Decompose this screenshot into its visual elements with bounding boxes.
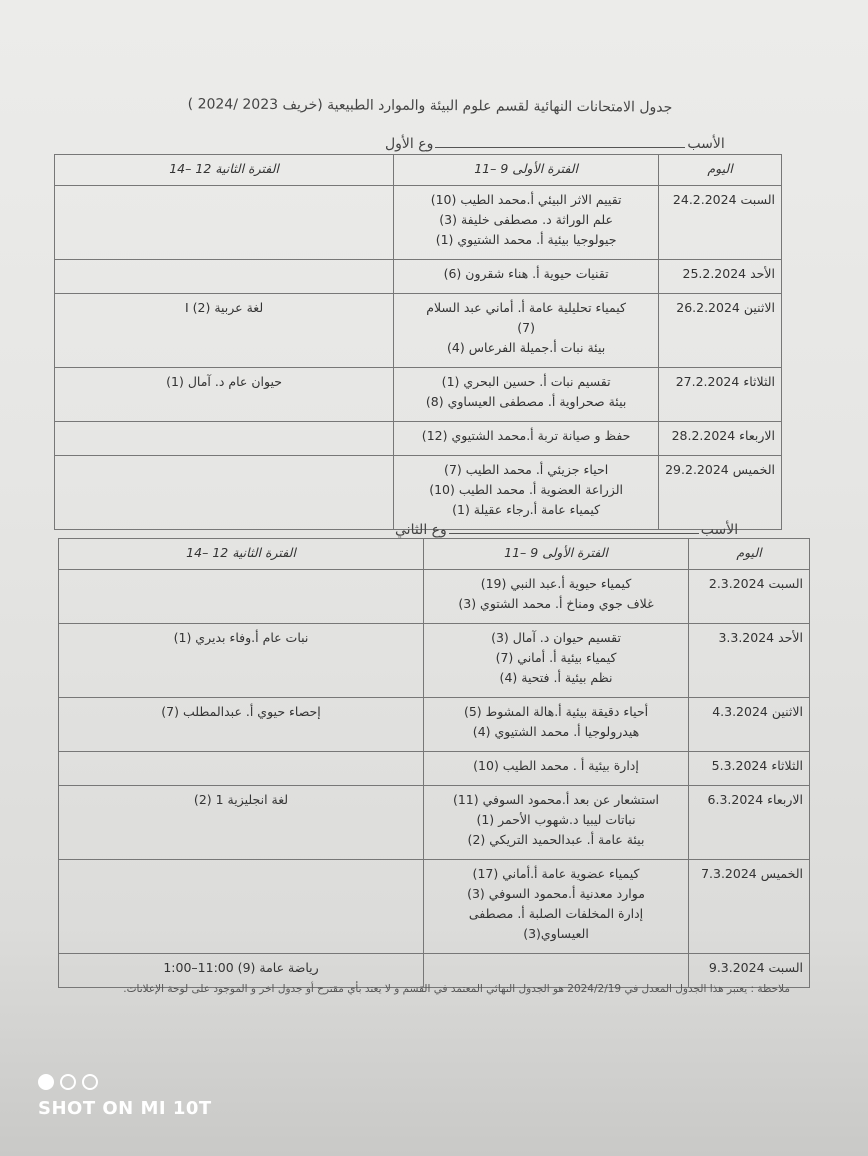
day-cell: الأحد 3.3.2024 xyxy=(689,624,810,698)
period1-cell xyxy=(394,186,659,260)
period1-cell xyxy=(424,786,689,860)
week-2-label xyxy=(395,522,738,538)
dot-icon xyxy=(82,1074,98,1090)
period2-cell xyxy=(55,260,394,294)
dot-icon xyxy=(38,1074,54,1090)
table-row xyxy=(59,752,810,786)
period1-cell xyxy=(424,752,689,786)
table-row xyxy=(55,294,782,368)
period1-cell xyxy=(394,260,659,294)
period1-cell xyxy=(394,368,659,422)
period2-cell xyxy=(55,368,394,422)
exam-entry: إدارة بيئية أ . محمد الطيب (10) xyxy=(473,758,639,773)
week-1-table xyxy=(54,154,782,530)
period2-cell xyxy=(59,570,424,624)
exam-entry: أحياء دقيقة بيئية أ.هالة المشوط (5) xyxy=(463,704,649,719)
week-label-start: الأسب xyxy=(700,522,739,538)
period2-cell xyxy=(55,456,394,530)
table-row xyxy=(55,422,782,456)
exam-entry: علم الوراثة د. مصطفى خليفة (3) xyxy=(439,212,613,227)
header-row xyxy=(55,155,782,186)
period2-cell xyxy=(59,860,424,954)
table-row xyxy=(59,860,810,954)
period1-cell xyxy=(394,422,659,456)
exam-entry: نظم بيئية أ. فتحية (4) xyxy=(499,670,613,685)
exam-entry: كيمياء تحليلية عامة أ. أماني عبد السلام xyxy=(426,300,626,315)
period1-cell xyxy=(424,570,689,624)
exam-entry: بيئة عامة أ. عبدالحميد التريكي (2) xyxy=(467,832,645,847)
exam-entry: كيمياء عامة أ.رجاء عقيلة (1) xyxy=(452,502,601,517)
exam-entry: كيمياء عضوية عامة أ.أماني (17) xyxy=(472,866,640,881)
watermark-dots xyxy=(38,1074,212,1090)
exam-entry: حفظ و صيانة تربة أ.محمد الشتيوي (12) xyxy=(421,428,631,443)
day-cell: الثلاثاء 5.3.2024 xyxy=(689,752,810,786)
exam-entry: موارد معدنية أ.محمود السوفي (3) xyxy=(467,886,645,901)
exam-entry: جيولوجيا بيئية أ. محمد الشتيوي (1) xyxy=(435,232,617,247)
exam-entry: الزراعة العضوية أ. محمد الطيب (10) xyxy=(429,482,623,497)
day-cell: الاثنين 4.3.2024 xyxy=(689,698,810,752)
exam-entry: لغة عربية I (2) xyxy=(184,300,264,315)
exam-entry: تقييم الاثر البيئي أ.محمد الطيب (10) xyxy=(430,192,622,207)
period2-cell xyxy=(55,422,394,456)
table-row xyxy=(59,698,810,752)
week-label-end: وع الأول xyxy=(385,136,434,152)
day-cell: الاربعاء 6.3.2024 xyxy=(689,786,810,860)
watermark-text: SHOT ON MI 10T xyxy=(38,1098,212,1119)
day-cell: الثلاثاء 27.2.2024 xyxy=(659,368,782,422)
day-cell: الخميس 29.2.2024 xyxy=(659,456,782,530)
day-cell: الخميس 7.3.2024 xyxy=(689,860,810,954)
exam-entry: حيوان عام د. آمال (1) xyxy=(166,374,282,389)
footnote: ملاحظة : يعتبر هذا الجدول المعدل في 2024/2/19 هو الجدول النهائي المعتمد في القسم و لا يعتد بأي مقترح أو جدول اخر و الموجود على لوحة الإعلانات. xyxy=(123,983,790,995)
exam-entry: استشعار عن بعد أ.محمود السوفي (11) xyxy=(452,792,660,807)
divider-line xyxy=(435,139,685,148)
day-cell: الأحد 25.2.2024 xyxy=(659,260,782,294)
exam-entry: كيمياء حيوية أ.عبد النبي (19) xyxy=(480,576,632,591)
exam-entry: بيئة صحراوية أ. مصطفى العيساوي (8) xyxy=(425,394,627,409)
exam-entry: نبات عام أ.وفاء بديري (1) xyxy=(173,630,309,645)
period1-cell xyxy=(424,624,689,698)
week-2-table xyxy=(58,538,810,988)
document-title: جدول الامتحانات النهائية لقسم علوم البيئة والموارد الطبيعية (خريف 2023 /2024 ) xyxy=(187,96,673,116)
exam-entry: تقنيات حيوية أ. هناء شقرون (6) xyxy=(443,266,609,281)
week-label-start: الأسب xyxy=(687,136,725,152)
period1-cell xyxy=(424,860,689,954)
period2-cell xyxy=(59,752,424,786)
exam-entry: إدارة المخلفات الصلبة أ. مصطفى xyxy=(468,906,644,921)
week-1-label xyxy=(385,136,725,152)
column-header-period2: الفترة الثانية 12 –14 xyxy=(55,155,394,186)
exam-entry: نباتات ليبيا د.شهوب الأحمر (1) xyxy=(476,812,636,827)
day-cell: السبت 2.3.2024 xyxy=(689,570,810,624)
day-cell: السبت 24.2.2024 xyxy=(659,186,782,260)
camera-watermark xyxy=(38,1074,212,1119)
exam-entry: تقسيم نبات أ. حسين البحري (1) xyxy=(441,374,611,389)
period2-cell xyxy=(59,786,424,860)
table-row xyxy=(55,456,782,530)
period1-cell xyxy=(424,698,689,752)
day-cell: الاربعاء 28.2.2024 xyxy=(659,422,782,456)
week-label-end: وع الثاني xyxy=(395,522,447,538)
period2-cell xyxy=(55,186,394,260)
period2-cell xyxy=(59,624,424,698)
exam-entry: إحصاء حيوي أ. عبدالمطلب (7) xyxy=(161,704,321,719)
table-row xyxy=(55,186,782,260)
period1-cell xyxy=(394,294,659,368)
period1-cell xyxy=(394,456,659,530)
dot-icon xyxy=(60,1074,76,1090)
column-header-day: اليوم xyxy=(689,539,810,570)
column-header-period1: الفترة الأولى 9 –11 xyxy=(424,539,689,570)
table-row xyxy=(59,624,810,698)
exam-entry: (7) xyxy=(517,320,535,335)
column-header-day: اليوم xyxy=(659,155,782,186)
header-row xyxy=(59,539,810,570)
exam-entry: غلاف جوي ومناخ أ. محمد الشتوي (3) xyxy=(458,596,654,611)
table-row xyxy=(55,368,782,422)
exam-entry: احياء جزيئي أ. محمد الطيب (7) xyxy=(444,462,609,477)
exam-entry: بيئة نبات أ.جميلة الفرعاس (4) xyxy=(447,340,606,355)
table-row xyxy=(59,570,810,624)
exam-entry: لغة انجليزية 1 (2) xyxy=(193,792,289,807)
table-row xyxy=(59,786,810,860)
exam-entry: رياضة عامة (9) 11:00–1:00 xyxy=(163,960,319,975)
period2-cell xyxy=(55,294,394,368)
column-header-period2: الفترة الثانية 12 –14 xyxy=(59,539,424,570)
exam-entry: كيمياء بيئية أ. أماني (7) xyxy=(495,650,617,665)
day-cell: السبت 9.3.2024 xyxy=(689,954,810,988)
exam-entry: العيساوي(3) xyxy=(523,926,589,941)
exam-entry: هيدرولوجيا أ. محمد الشتيوي (4) xyxy=(472,724,640,739)
period2-cell xyxy=(59,698,424,752)
day-cell: الاثنين 26.2.2024 xyxy=(659,294,782,368)
divider-line xyxy=(449,525,699,534)
table-row xyxy=(55,260,782,294)
exam-entry: تقسيم حيوان د. آمال (3) xyxy=(491,630,621,645)
column-header-period1: الفترة الأولى 9 –11 xyxy=(394,155,659,186)
